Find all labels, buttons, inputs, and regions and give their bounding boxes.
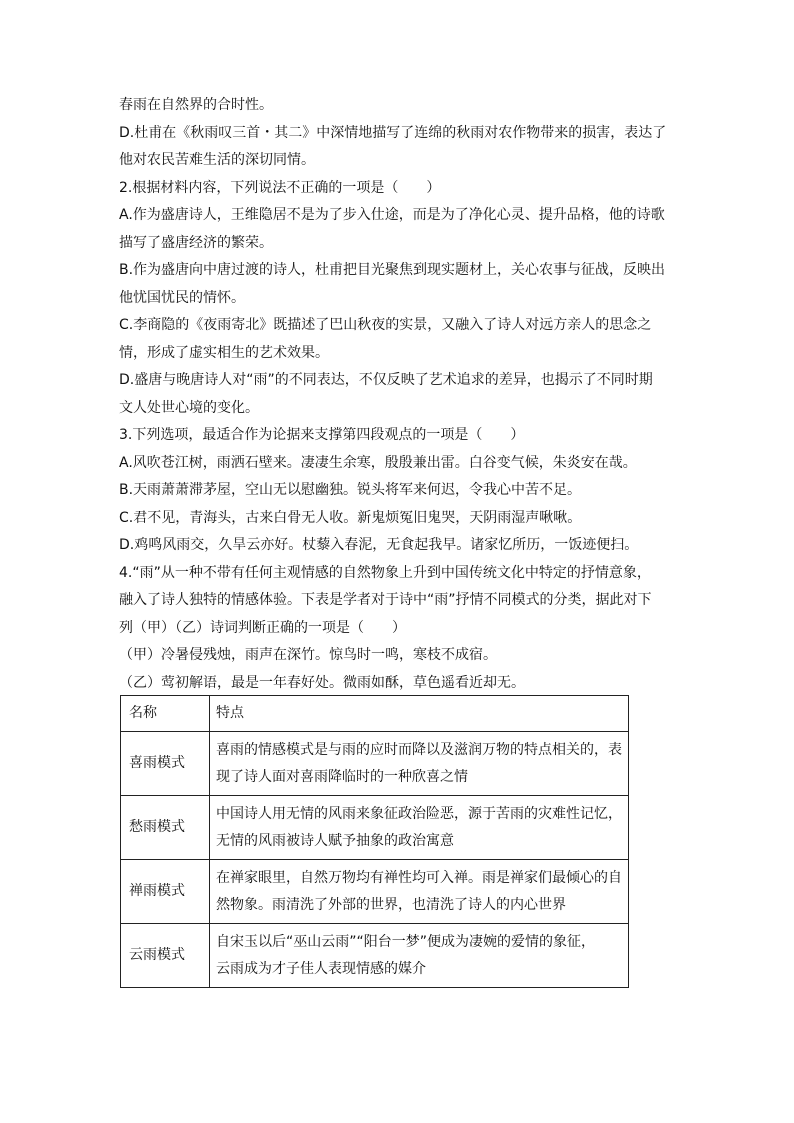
poem-jia: （甲）冷暑侵残烛，雨声在深竹。惊鸟时一鸣，寒枝不成宿。 — [119, 647, 497, 663]
desc-line: 无情的风雨被诗人赋予抽象的政治寓意 — [216, 832, 454, 849]
option-c: C.君不见，青海头，古来白骨无人收。新鬼烦冤旧鬼哭，天阴雨湿声啾啾。 — [119, 509, 582, 526]
option-b: B.天雨萧萧滞茅屋，空山无以慰幽独。锐头将军来何迟，令我心中苦不足。 — [119, 482, 582, 498]
text-line: 列（甲）（乙）诗词判断正确的一项是（ ） — [119, 619, 406, 636]
desc-line: 在禅家眼里，自然万物均有禅性均可入禅。雨是禅家们最倾心的自 — [216, 869, 622, 886]
desc-line: 然物象。雨清洗了外部的世界，也清洗了诗人的内心世界 — [216, 896, 566, 913]
question-4-stem: 4.“雨”从一种不带有任何主观情感的自然物象上升到中国传统文化中特定的抒情意象， — [119, 564, 651, 581]
mode-name: 愁雨模式 — [121, 796, 210, 860]
rain-mode-table — [120, 695, 629, 988]
text-line: 描写了盛唐经济的繁荣。 — [119, 234, 273, 251]
text-line: 情，形成了虚实相生的艺术效果。 — [119, 344, 329, 361]
mode-name: 喜雨模式 — [121, 732, 210, 796]
option-d: D.鸡鸣风雨交，久旱云亦好。杖藜入春泥，无食起我早。诸家忆所历，一饭迹便扫。 — [119, 537, 639, 553]
table-row — [121, 924, 629, 988]
desc-line: 现了诗人面对喜雨降临时的一种欣喜之情 — [216, 768, 468, 785]
text-line: D.杜甫在《秋雨叹三首・其二》中深情地描写了连绵的秋雨对农作物带来的损害，表达了 — [119, 124, 667, 141]
header-feature: 特点 — [210, 696, 629, 732]
question-2-stem: 2.根据材料内容，下列说法不正确的一项是（ ） — [119, 179, 441, 196]
text-line: D.盛唐与晚唐诗人对“雨”的不同表达，不仅反映了艺术追求的差异，也揭示了不同时期 — [119, 372, 653, 388]
desc-line: 自宋玉以后“巫山云雨”“阳台一梦”便成为凄婉的爱情的象征， — [216, 933, 596, 950]
text-line: 他忧国忧民的情怀。 — [119, 289, 245, 306]
text-line: 融入了诗人独特的情感体验。下表是学者对于诗中“雨”抒情不同模式的分类，据此对下 — [119, 592, 652, 608]
option-a: A.风吹苍江树，雨洒石壁来。凄凄生余寒，殷殷兼出雷。白谷变气候，朱炎安在哉。 — [119, 454, 637, 471]
text-line: 文人处世心境的变化。 — [119, 399, 259, 416]
text-line: A.作为盛唐诗人，王维隐居不是为了步入仕途，而是为了净化心灵、提升品格，他的诗歌 — [119, 207, 665, 223]
mode-desc — [210, 732, 629, 796]
document-text — [119, 92, 675, 697]
text-line: 春雨在自然界的合时性。 — [119, 97, 273, 113]
text-line: B.作为盛唐向中唐过渡的诗人，杜甫把目光聚焦到现实题材上，关心农事与征战，反映出 — [119, 262, 666, 278]
desc-line: 中国诗人用无情的风雨来象征政治险恶，源于苦雨的灾难性记忆， — [216, 805, 622, 822]
desc-line: 喜雨的情感模式是与雨的应时而降以及滋润万物的特点相关的，表 — [216, 741, 622, 758]
desc-line: 云雨成为才子佳人表现情感的媒介 — [216, 960, 426, 977]
table-row — [121, 732, 629, 796]
mode-name: 禅雨模式 — [121, 860, 210, 924]
mode-name: 云雨模式 — [121, 924, 210, 988]
mode-desc — [210, 796, 629, 860]
table-row — [121, 860, 629, 924]
header-name: 名称 — [121, 696, 210, 732]
text-line: C.李商隐的《夜雨寄北》既描述了巴山秋夜的实景，又融入了诗人对远方亲人的思念之 — [119, 317, 652, 333]
mode-desc — [210, 860, 629, 924]
poem-yi: （乙）莺初解语，最是一年春好处。微雨如酥，草色遥看近却无。 — [119, 674, 525, 691]
table-row — [121, 796, 629, 860]
question-3-stem: 3.下列选项，最适合作为论据来支撑第四段观点的一项是（ ） — [119, 427, 525, 443]
text-line: 他对农民苦难生活的深切同情。 — [119, 152, 315, 168]
mode-desc — [210, 924, 629, 988]
table-header-row — [121, 696, 629, 732]
